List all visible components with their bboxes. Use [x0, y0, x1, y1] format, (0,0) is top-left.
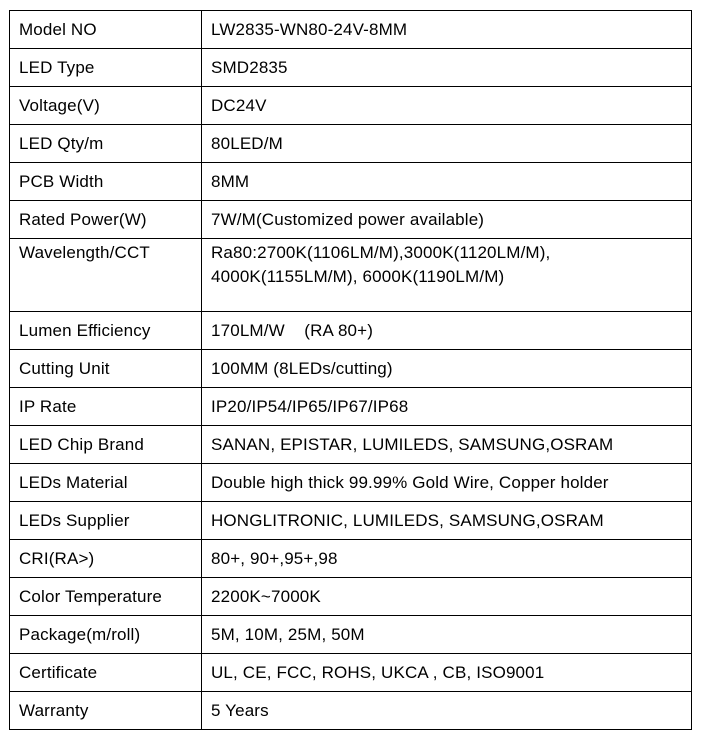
row-label-pcb-width: PCB Width — [10, 163, 202, 201]
row-label-wavelength-cct: Wavelength/CCT — [10, 239, 202, 312]
row-label-lumen-efficiency: Lumen Efficiency — [10, 312, 202, 350]
row-label-leds-supplier: LEDs Supplier — [10, 502, 202, 540]
row-value-color-temperature: 2200K~7000K — [202, 578, 692, 616]
row-value-package: 5M, 10M, 25M, 50M — [202, 616, 692, 654]
table-row — [10, 87, 692, 125]
row-value-wavelength-cct — [202, 239, 692, 312]
row-label-ip-rate: IP Rate — [10, 388, 202, 426]
row-value-cri: 80+, 90+,95+,98 — [202, 540, 692, 578]
wavelength-cct-line-1: Ra80:2700K(1106LM/M),3000K(1120LM/M), — [211, 243, 551, 262]
table-row — [10, 426, 692, 464]
table-row — [10, 11, 692, 49]
row-label-leds-material: LEDs Material — [10, 464, 202, 502]
row-value-leds-material: Double high thick 99.99% Gold Wire, Copper holder — [202, 464, 692, 502]
row-value-leds-supplier: HONGLITRONIC, LUMILEDS, SAMSUNG,OSRAM — [202, 502, 692, 540]
row-label-cutting-unit: Cutting Unit — [10, 350, 202, 388]
row-value-cutting-unit: 100MM (8LEDs/cutting) — [202, 350, 692, 388]
table-row — [10, 163, 692, 201]
table-row — [10, 502, 692, 540]
table-row — [10, 312, 692, 350]
row-value-lumen-efficiency: 170LM/W (RA 80+) — [202, 312, 692, 350]
row-label-led-chip-brand: LED Chip Brand — [10, 426, 202, 464]
table-row — [10, 616, 692, 654]
row-value-rated-power: 7W/M(Customized power available) — [202, 201, 692, 239]
table-row — [10, 464, 692, 502]
table-row — [10, 388, 692, 426]
table-row — [10, 350, 692, 388]
row-label-voltage: Voltage(V) — [10, 87, 202, 125]
table-row — [10, 540, 692, 578]
row-value-warranty: 5 Years — [202, 692, 692, 730]
row-label-color-temperature: Color Temperature — [10, 578, 202, 616]
table-row — [10, 692, 692, 730]
row-value-voltage: DC24V — [202, 87, 692, 125]
row-value-pcb-width: 8MM — [202, 163, 692, 201]
row-label-model-no: Model NO — [10, 11, 202, 49]
row-label-warranty: Warranty — [10, 692, 202, 730]
row-value-model-no: LW2835-WN80-24V-8MM — [202, 11, 692, 49]
row-value-led-chip-brand: SANAN, EPISTAR, LUMILEDS, SAMSUNG,OSRAM — [202, 426, 692, 464]
spec-table — [9, 10, 692, 730]
row-value-certificate: UL, CE, FCC, ROHS, UKCA , CB, ISO9001 — [202, 654, 692, 692]
row-value-ip-rate: IP20/IP54/IP65/IP67/IP68 — [202, 388, 692, 426]
table-row — [10, 239, 692, 312]
row-value-led-type: SMD2835 — [202, 49, 692, 87]
table-row — [10, 578, 692, 616]
row-label-rated-power: Rated Power(W) — [10, 201, 202, 239]
row-value-led-qty: 80LED/M — [202, 125, 692, 163]
row-label-certificate: Certificate — [10, 654, 202, 692]
row-label-package: Package(m/roll) — [10, 616, 202, 654]
row-label-cri: CRI(RA>) — [10, 540, 202, 578]
wavelength-cct-line-2: 4000K(1155LM/M), 6000K(1190LM/M) — [211, 267, 505, 286]
row-label-led-qty: LED Qty/m — [10, 125, 202, 163]
spec-table-body — [10, 11, 692, 730]
row-label-led-type: LED Type — [10, 49, 202, 87]
table-row — [10, 49, 692, 87]
table-row — [10, 201, 692, 239]
table-row — [10, 125, 692, 163]
table-row — [10, 654, 692, 692]
